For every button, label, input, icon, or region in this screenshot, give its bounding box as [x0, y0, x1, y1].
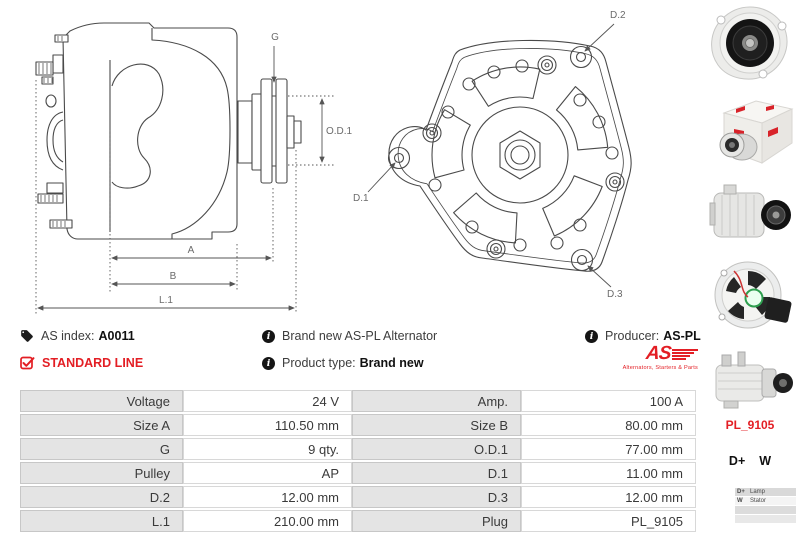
spec-value: 12.00 mm: [521, 486, 696, 508]
pin-name: D+: [737, 489, 745, 495]
spec-value: 210.00 mm: [183, 510, 352, 532]
pin-description: Lamp: [750, 489, 766, 495]
front-view-technical-drawing: [352, 0, 682, 322]
plug-code-label: PL_9105: [725, 418, 775, 432]
as-index-label: AS index:: [41, 329, 95, 343]
table-row: [20, 414, 696, 436]
spec-label: D.2: [20, 486, 183, 508]
pin-name: [735, 515, 748, 523]
product-photo-rear[interactable]: [704, 255, 796, 337]
pin-description: [748, 515, 796, 523]
pin-name: [735, 506, 748, 514]
producer-value: AS-PL: [663, 329, 701, 343]
info-icon: i: [585, 330, 598, 343]
dim-label-b: B: [169, 271, 177, 282]
dim-label-a: A: [187, 245, 195, 256]
spec-label: Size A: [20, 414, 183, 436]
as-index-item: [20, 329, 135, 343]
dim-label-d1: D.1: [353, 193, 369, 204]
checked-checkbox-icon: [20, 356, 35, 370]
spec-label: D.3: [352, 486, 521, 508]
table-row: [20, 462, 696, 484]
as-pl-logo: [612, 343, 698, 371]
product-photo-side[interactable]: [704, 171, 796, 253]
pin-name: W: [737, 498, 743, 504]
dim-label-l1: L.1: [159, 295, 173, 306]
spec-label: Pulley: [20, 462, 183, 484]
product-photo-sidebar: [700, 0, 800, 542]
plug-pin-table: [735, 488, 796, 524]
spec-value: 77.00 mm: [521, 438, 696, 460]
product-photo-front[interactable]: [704, 3, 796, 85]
terminal-w: W: [759, 454, 772, 468]
standard-line-label: STANDARD LINE: [42, 356, 144, 370]
spec-value: AP: [183, 462, 352, 484]
info-icon: i: [262, 330, 275, 343]
side-view-technical-drawing: [0, 0, 352, 322]
producer-label: Producer:: [605, 329, 660, 343]
spec-value: 24 V: [183, 390, 352, 412]
pin-description: Stator: [750, 498, 767, 504]
as-logo-tagline: Alternators, Starters & Parts: [622, 365, 698, 371]
spec-value: 80.00 mm: [521, 414, 696, 436]
producer-item: [585, 329, 701, 343]
terminal-labels: [700, 454, 800, 468]
pin-description: [748, 506, 796, 514]
info-icon: i: [262, 357, 275, 370]
table-row: [20, 438, 696, 460]
table-row: [20, 510, 696, 532]
product-photo-box[interactable]: [704, 87, 796, 169]
spec-label: L.1: [20, 510, 183, 532]
spec-label: Voltage: [20, 390, 183, 412]
table-row: [20, 486, 696, 508]
spec-value: 100 A: [521, 390, 696, 412]
spec-label: Plug: [352, 510, 521, 532]
spec-label: G: [20, 438, 183, 460]
spec-label: O.D.1: [352, 438, 521, 460]
dim-label-d3: D.3: [607, 289, 623, 300]
spec-value: 12.00 mm: [183, 486, 352, 508]
dim-label-od1: O.D.1: [326, 126, 352, 137]
table-row: [20, 390, 696, 412]
pin-row: [735, 506, 796, 514]
spec-value: PL_9105: [521, 510, 696, 532]
spec-label: Size B: [352, 414, 521, 436]
brand-new-text: Brand new AS-PL Alternator: [282, 329, 438, 343]
spec-table: [20, 388, 696, 534]
pin-row: [735, 515, 796, 523]
dim-label-g: G: [271, 32, 279, 43]
dim-label-d2: D.2: [610, 10, 626, 21]
product-type-label: Product type:: [282, 356, 356, 370]
tag-icon: [20, 329, 34, 343]
product-type-value: Brand new: [359, 356, 424, 370]
as-index-value: A0011: [98, 329, 135, 343]
standard-line-item: [20, 356, 143, 370]
spec-value: 11.00 mm: [521, 462, 696, 484]
brand-new-item: [262, 329, 437, 343]
terminal-d-plus: D+: [728, 454, 746, 468]
pin-row: [735, 488, 796, 496]
spec-value: 110.50 mm: [183, 414, 352, 436]
pin-row: [735, 497, 796, 505]
spec-label: Amp.: [352, 390, 521, 412]
as-logo-text: AS: [644, 343, 672, 364]
spec-label: D.1: [352, 462, 521, 484]
product-type-item: [262, 356, 424, 370]
product-photo-side-2[interactable]: [704, 339, 796, 421]
spec-value: 9 qty.: [183, 438, 352, 460]
as-logo-stripes: [672, 349, 698, 360]
